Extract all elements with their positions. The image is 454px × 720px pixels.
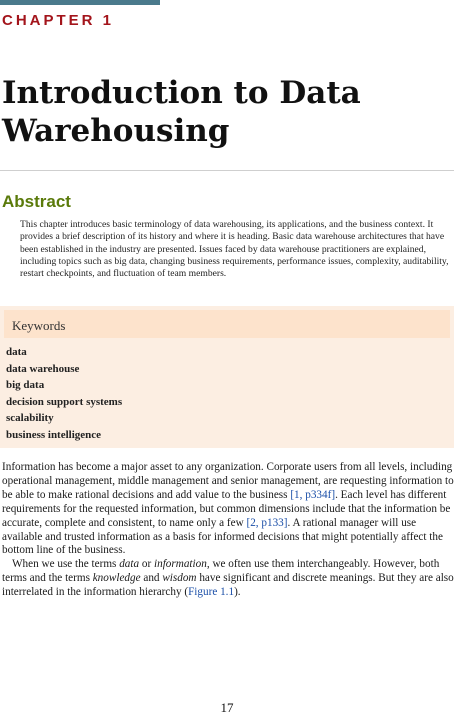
body-text	[2, 461, 454, 600]
text-run: have significant and discrete meanings. But they are also interrelated in the information hierarchy (	[2, 572, 454, 599]
term: knowledge	[92, 572, 141, 585]
chapter-title: Introduction to Data Warehousing	[2, 75, 361, 149]
keywords-box	[0, 306, 454, 448]
text-run: . Each level has different requirements for the requested information, but common dimensions include that the information be accurate, complete and consistent, to name only a few	[2, 488, 451, 529]
term: wisdom	[162, 572, 197, 585]
citation-link[interactable]: [2, p133]	[246, 516, 288, 529]
text-run: ).	[234, 586, 241, 599]
keywords-heading: Keywords	[12, 318, 66, 333]
text-run: and	[140, 572, 163, 585]
keyword-item: business intelligence	[6, 428, 102, 441]
text-run: . A rational manager will use available and trusted information as a basis for informed decisions that might potentially affect the bottom line of the business.	[2, 516, 443, 557]
term: information	[154, 558, 207, 571]
figure-link[interactable]: Figure 1.1	[188, 586, 235, 599]
text-run: Information has become a major asset to any organization. Corporate users from all levels, including operational management, middle management and senior management, are requesting information to be able to make rational decisions and add value to the business	[2, 461, 454, 501]
text-run: When we use the terms	[12, 558, 120, 571]
top-accent-bar	[0, 0, 160, 5]
keyword-item: big data	[6, 379, 45, 392]
text-run: or	[139, 558, 154, 571]
divider	[0, 170, 454, 171]
abstract-heading: Abstract	[2, 192, 71, 211]
keyword-item: decision support systems	[6, 395, 123, 408]
keyword-item: data	[6, 346, 27, 358]
term: data	[119, 558, 140, 571]
keyword-item: scalability	[6, 412, 54, 425]
text-run: , we often use them interchangeably. However, both terms and the terms	[2, 558, 440, 585]
citation-link[interactable]: [1, p334f]	[290, 488, 336, 501]
keywords-header	[4, 310, 450, 338]
chapter-label: CHAPTER 1	[2, 12, 115, 29]
keyword-item: data warehouse	[6, 362, 80, 375]
abstract-text: This chapter introduces basic terminology of data warehousing, its applications, and the business context. It provides a brief description of its history and where it is heading. Basic data warehouse architectures that have been established in the industry are presented. Issues faced by data warehouse practitioners are explained, including topics such as big data, changing business requirements, performance issues, complexity, auditability, restart checkpoints, and fluctuation of team members.	[20, 219, 449, 280]
paragraph-2	[2, 558, 454, 598]
keywords-list	[6, 344, 122, 444]
paragraph-1	[2, 461, 454, 556]
page-number: 17	[220, 700, 234, 715]
